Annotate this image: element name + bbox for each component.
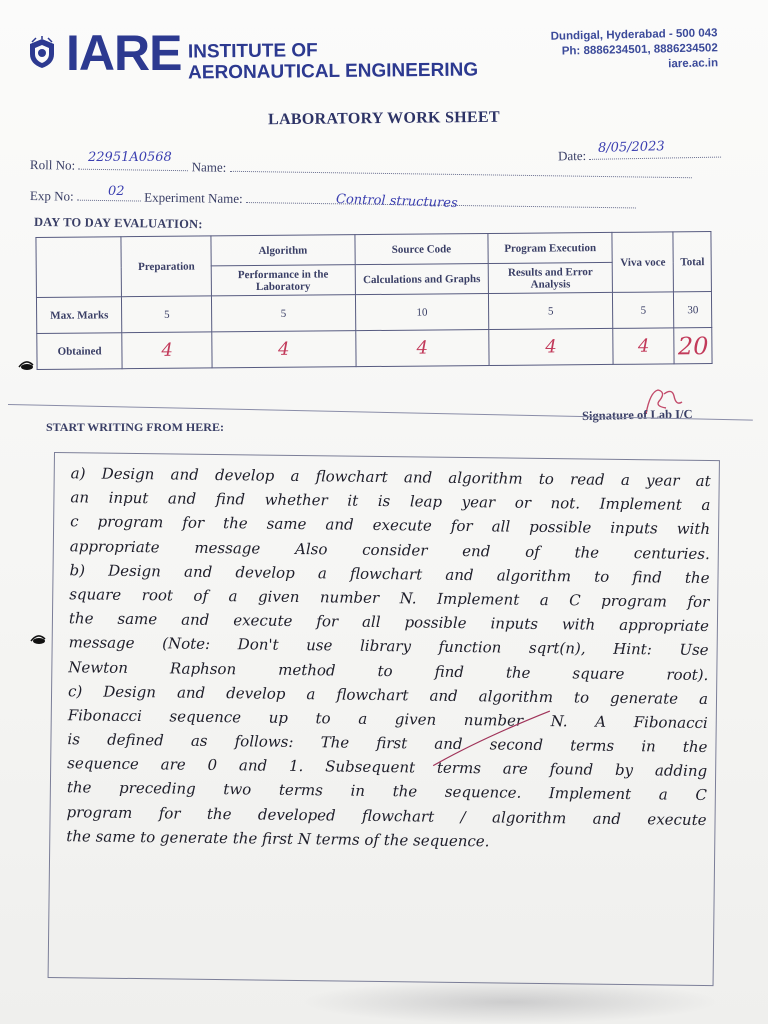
max-mark-viva: 5: [612, 292, 674, 329]
obtained-execution: 4: [489, 328, 613, 365]
exp-no-value: 02: [108, 184, 125, 199]
evaluation-section-label: DAY TO DAY EVALUATION:: [33, 214, 203, 232]
writing-area: [48, 452, 720, 986]
max-mark-algorithm: 5: [212, 295, 356, 332]
name-label: Name:: [191, 159, 227, 175]
roll-label: Roll No:: [29, 157, 76, 173]
signature-label: Signature of Lab I/C: [581, 407, 693, 423]
institute-name: [188, 38, 478, 83]
header-program-execution: Program Execution: [488, 232, 612, 263]
header-viva-voce: Viva voce: [612, 232, 674, 293]
max-mark-source-code: 10: [355, 293, 489, 330]
handwritten-line: an input and find whether it is leap year or not. Implement a: [70, 488, 711, 515]
obtained-total: 20: [674, 328, 712, 364]
institute-address: [551, 26, 719, 74]
experiment-name-label: Experiment Name:: [144, 189, 243, 206]
handwritten-line: appropriate message Also consider end of the centuries.: [69, 536, 710, 563]
handwritten-line: message (Note: Don't use library function sqrt(n), Hint: Use: [68, 633, 709, 660]
obtained-preparation: 4: [122, 332, 212, 369]
handwritten-line: the same and execute for all possible inputs with appropriate: [68, 609, 710, 636]
evaluation-table: [35, 231, 712, 369]
address-phone: Ph: 8886234501, 8886234502: [561, 42, 719, 58]
header-total: Total: [673, 232, 711, 292]
iare-logo-text: IARE: [66, 25, 182, 81]
max-mark-execution: 5: [489, 292, 613, 329]
date-value: 8/05/2023: [597, 139, 665, 156]
experiment-name-value: Control structures: [335, 191, 458, 212]
handwritten-line: is defined as follows: The first and second terms in the: [67, 730, 708, 757]
pen-stroke-icon: [431, 708, 552, 769]
handwritten-line: c) Design and develop a flowchart and algorithm to generate a: [67, 681, 709, 708]
header-preparation: Preparation: [121, 236, 211, 297]
obtained-algorithm: 4: [212, 331, 356, 368]
photo-shadow: [300, 980, 720, 1024]
handwritten-line: the same to generate the first N terms of the sequence.: [66, 826, 490, 851]
sheet-title: LABORATORY WORK SHEET: [267, 108, 501, 129]
obtained-label: Obtained: [37, 333, 123, 370]
handwritten-line: program for the developed flowchart / algorithm and execute: [66, 802, 707, 829]
handwritten-line: b) Design and develop a flowchart and algorithm to find the: [69, 560, 710, 587]
max-mark-preparation: 5: [122, 296, 212, 333]
start-writing-label: START WRITING FROM HERE:: [46, 420, 224, 434]
roll-value: 22951A0568: [88, 150, 172, 165]
iare-emblem-icon: [26, 36, 58, 70]
max-mark-total: 30: [674, 292, 712, 328]
header-performance: Performance in the Laboratory: [211, 265, 355, 296]
date-label: Date:: [557, 147, 587, 164]
handwritten-line: a) Design and develop a flowchart and algorithm to read a year at: [70, 464, 711, 491]
handwritten-line: Fibonacci sequence up to a given number N. A Fibonacci: [67, 706, 708, 732]
handwritten-line: the preceding two terms in the sequence. Implement a C: [66, 778, 707, 805]
handwritten-line: square root of a given number N. Implement a C program for: [69, 585, 710, 611]
header-calculations: Calculations and Graphs: [355, 263, 489, 294]
handwritten-line: c program for the same and execute for all possible inputs with: [70, 512, 711, 539]
handwritten-text: [66, 461, 711, 856]
header-algorithm: Algorithm: [211, 235, 355, 266]
institute-line-2: AERONAUTICAL ENGINEERING: [188, 59, 479, 84]
header-source-code: Source Code: [354, 234, 488, 265]
address-line-1: Dundigal, Hyderabad - 500 043: [550, 27, 718, 43]
header-results: Results and Error Analysis: [488, 262, 612, 293]
max-marks-label: Max. Marks: [36, 297, 122, 334]
exp-no-label: Exp No:: [29, 188, 74, 204]
punch-hole-icon: [18, 360, 34, 370]
institute-line-1: INSTITUTE OF: [187, 40, 318, 63]
handwritten-line: sequence are 0 and 1. Subsequent terms are found by adding: [67, 754, 708, 781]
handwritten-line: Newton Raphson method to find the square root).: [68, 657, 709, 684]
punch-hole-icon: [30, 634, 46, 644]
obtained-viva: 4: [613, 328, 675, 365]
address-website: iare.ac.in: [668, 57, 719, 71]
obtained-source-code: 4: [355, 329, 489, 366]
